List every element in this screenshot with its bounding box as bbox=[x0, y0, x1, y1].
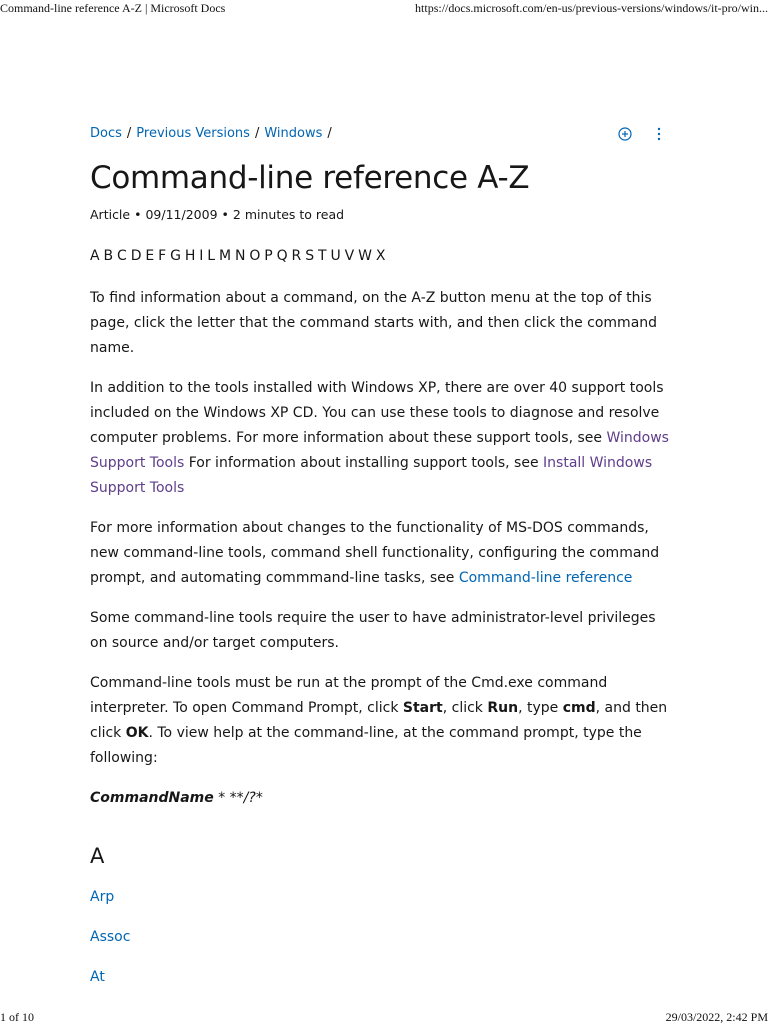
privileges-paragraph: Some command-line tools require the user to have administrator-level privileges on source and/or target computers. bbox=[90, 610, 656, 651]
breadcrumb-previous-versions[interactable]: Previous Versions bbox=[136, 126, 250, 141]
syntax-command-name: CommandName bbox=[90, 790, 214, 806]
alpha-letter: W bbox=[358, 248, 373, 264]
meta-type: Article bbox=[90, 207, 131, 222]
breadcrumb-separator: / bbox=[254, 126, 260, 141]
intro-paragraph: To find information about a command, on the A-Z button menu at the top of this page, click the letter that the command starts with, and then click the command name. bbox=[90, 290, 658, 356]
syntax-args: * **/?* bbox=[218, 790, 263, 806]
circle-plus-icon[interactable] bbox=[614, 123, 636, 145]
alpha-letter: C bbox=[117, 248, 128, 264]
run-term: Run bbox=[487, 700, 519, 716]
install-support-tools-link[interactable]: Install Windows Support Tools bbox=[90, 455, 653, 496]
article-meta bbox=[90, 206, 670, 224]
meta-read-time: 2 minutes to read bbox=[232, 207, 345, 222]
breadcrumb-separator: / bbox=[327, 126, 332, 141]
alpha-letter: V bbox=[344, 248, 355, 264]
list-item bbox=[90, 925, 670, 950]
list-item bbox=[90, 965, 670, 990]
alpha-letter: B bbox=[103, 248, 114, 264]
command-list bbox=[90, 885, 670, 990]
alpha-letter: O bbox=[249, 248, 261, 264]
start-term: Start bbox=[402, 700, 443, 716]
print-page-title: Command-line reference A-Z | Microsoft Docs bbox=[0, 1, 226, 15]
alpha-letter: G bbox=[170, 248, 182, 264]
run-text-1: Command-line tools must be run at the prompt of the Cmd.exe command interpreter. To open Command Prompt, click bbox=[90, 675, 608, 716]
support-tools-paragraph bbox=[90, 376, 670, 501]
alpha-letter: X bbox=[375, 248, 386, 264]
print-footer bbox=[0, 1010, 768, 1024]
run-text-3: , type bbox=[518, 700, 563, 716]
alpha-letter: L bbox=[207, 248, 216, 264]
run-text-2: , click bbox=[442, 700, 488, 716]
alpha-letter: T bbox=[317, 248, 327, 264]
breadcrumb-docs[interactable]: Docs bbox=[90, 126, 122, 141]
alpha-letter: Q bbox=[276, 248, 289, 264]
more-vertical-icon[interactable] bbox=[648, 123, 670, 145]
alpha-letter: U bbox=[330, 248, 342, 264]
breadcrumb-separator: / bbox=[126, 126, 132, 141]
print-page-count: 1 of 10 bbox=[0, 1010, 34, 1024]
msdos-changes-text: For more information about changes to the functionality of MS-DOS commands, new command-line tools, command shell functionality, configuring the command prompt, and automating commmand-line tasks, see bbox=[90, 520, 660, 586]
command-link-at[interactable]: At bbox=[90, 969, 105, 985]
article-actions bbox=[602, 120, 670, 148]
alpha-letter: S bbox=[305, 248, 315, 264]
print-page-url: https://docs.microsoft.com/en-us/previous-versions/windows/it-pro/win... bbox=[415, 1, 768, 15]
run-instructions-paragraph bbox=[90, 671, 670, 771]
support-tools-text: In addition to the tools installed with Windows XP, there are over 40 support tools included on the Windows XP CD. You can use these tools to diagnose and resolve computer problems. For more information about these support tools, see bbox=[90, 380, 664, 446]
page-title: Command-line reference A-Z bbox=[90, 160, 530, 196]
ok-term: OK bbox=[125, 725, 149, 741]
cmd-term: cmd bbox=[562, 700, 596, 716]
meta-date: 09/11/2009 bbox=[145, 207, 218, 222]
alpha-letter: A bbox=[90, 248, 100, 264]
alpha-letter: P bbox=[264, 248, 274, 264]
meta-dot: • bbox=[134, 207, 142, 222]
windows-support-tools-link[interactable]: Windows Support Tools bbox=[90, 430, 669, 471]
run-text-5: . To view help at the command-line, at the command prompt, type the following: bbox=[90, 725, 642, 766]
command-link-arp[interactable]: Arp bbox=[90, 889, 115, 905]
alpha-letter: R bbox=[291, 248, 302, 264]
alpha-letter: F bbox=[158, 248, 167, 264]
article-content bbox=[90, 120, 670, 990]
print-header bbox=[0, 0, 768, 16]
alphabet-index bbox=[90, 246, 670, 266]
alpha-letter: D bbox=[130, 248, 142, 264]
alpha-letter: N bbox=[234, 248, 246, 264]
alpha-letter: I bbox=[199, 248, 204, 264]
msdos-changes-paragraph bbox=[90, 516, 670, 591]
help-syntax bbox=[90, 786, 670, 811]
alpha-letter: H bbox=[184, 248, 196, 264]
breadcrumb-windows[interactable]: Windows bbox=[264, 126, 323, 141]
support-tools-text-2: For information about installing support tools, see bbox=[184, 455, 544, 471]
command-line-reference-link[interactable]: Command-line reference bbox=[458, 570, 633, 586]
alpha-letter: M bbox=[219, 248, 232, 264]
alpha-letter: E bbox=[145, 248, 155, 264]
list-item bbox=[90, 885, 670, 910]
print-date: 29/03/2022, 2:42 PM bbox=[665, 1010, 768, 1024]
command-link-assoc[interactable]: Assoc bbox=[90, 929, 131, 945]
breadcrumb-row bbox=[90, 120, 670, 148]
section-heading-a: A bbox=[90, 844, 105, 868]
run-text-4: , and then click bbox=[90, 700, 668, 741]
breadcrumb bbox=[90, 120, 670, 148]
meta-dot: • bbox=[221, 207, 229, 222]
